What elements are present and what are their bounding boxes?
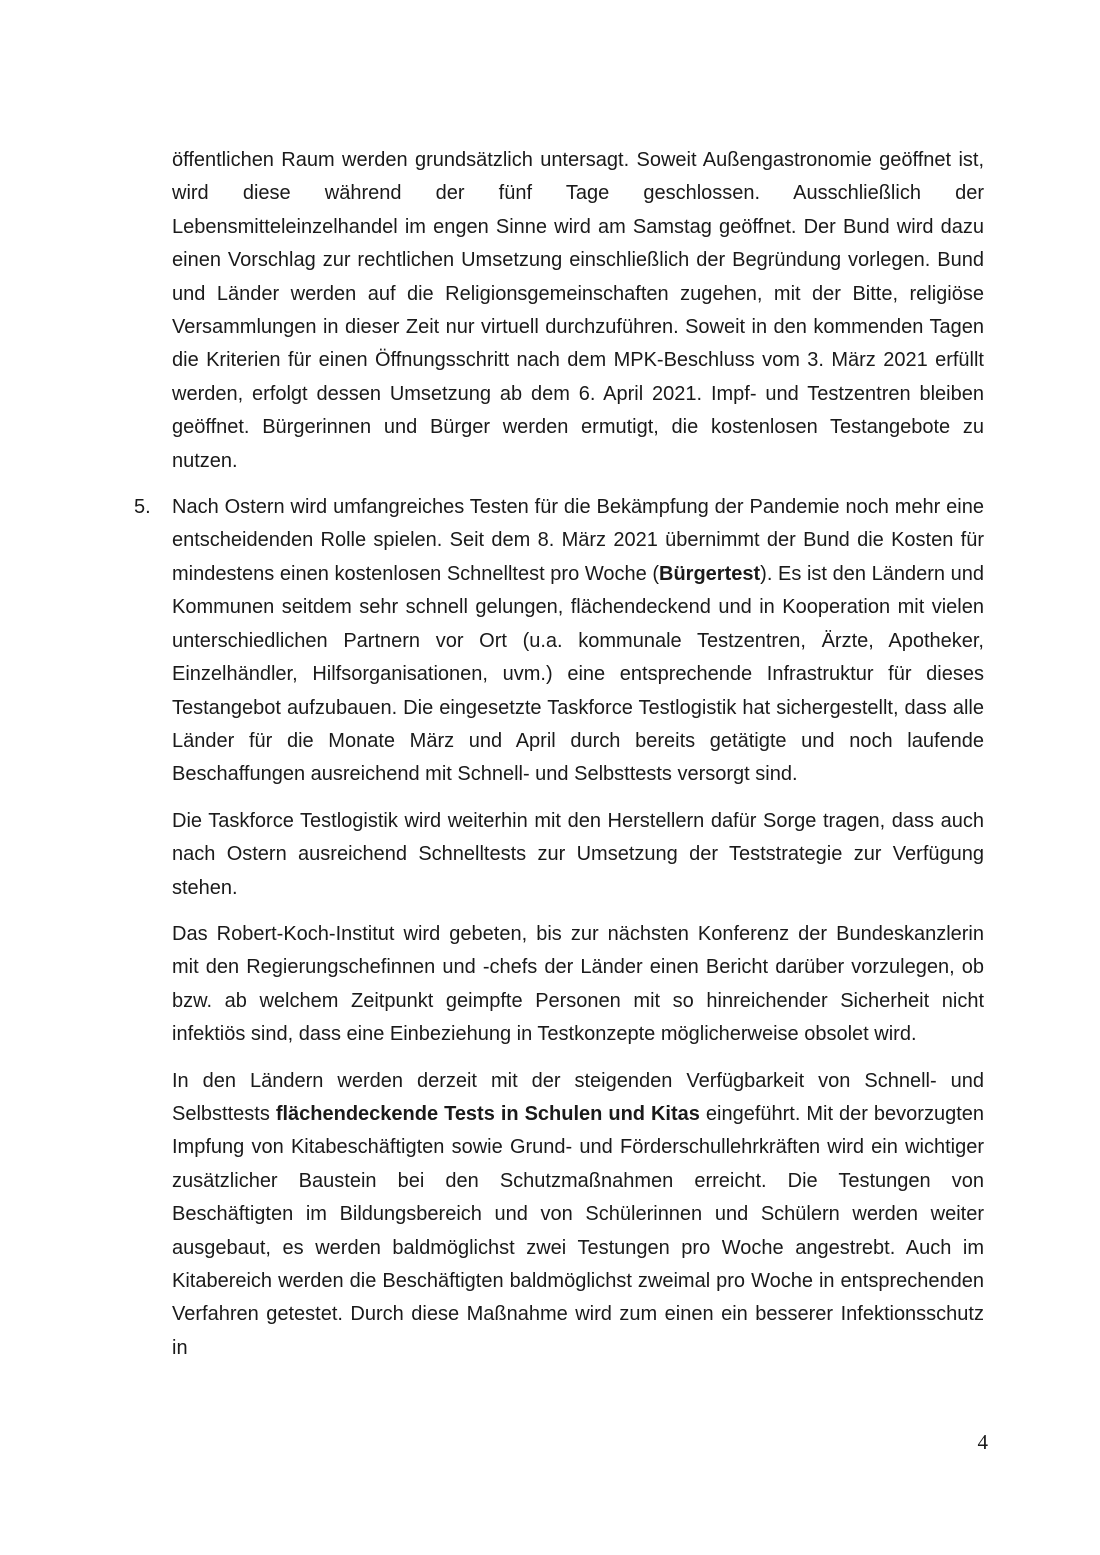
list-item-text bbox=[172, 491, 984, 792]
paragraph-schools-part-b: eingeführt. Mit der bevorzugten Impfung von Kitabeschäftigten sowie Grund- und Förderschullehrkräften wird ein wichtiger zusätzlicher Baustein bei den Schutzmaßnahmen erreicht. Die Testungen von Beschäftigten im Bildungsbereich und von Schülerinnen und Schülern werden weiter ausgebaut, es werden baldmöglichst zwei Testungen pro Woche angestrebt. Auch im Kitabereich werden die Beschäftigten baldmöglichst zweimal pro Woche in entsprechenden Verfahren getestet. Durch diese Maßnahme wird zum einen ein besserer Infektionsschutz in bbox=[172, 1102, 984, 1359]
page-number: 4 bbox=[977, 1430, 988, 1454]
list-item-text-part-b: ). Es ist den Ländern und Kommunen seitdem sehr schnell gelungen, flächendeckend und in Kooperation mit vielen unterschiedlichen Partnern vor Ort (u.a. kommunale Testzentren, Ärzte, Apotheker, Einzelhändler, Hilfsorganisationen, uvm.) eine entsprechende Infrastruktur für dieses Testangebot aufzubauen. Die eingesetzte Taskforce Testlogistik hat sichergestellt, dass alle Länder für die Monate März und April durch bereits getätigte und noch laufende Beschaffungen ausreichend mit Schnell- und Selbsttests versorgt sind. bbox=[172, 562, 984, 786]
schools-tests-emphasis: flächendeckende Tests in Schulen und Kitas bbox=[275, 1102, 700, 1125]
list-item-text-part-a: Nach Ostern wird umfangreiches Testen für die Bekämpfung der Pandemie noch mehr eine entscheidenden Rolle spielen. Seit dem 8. März 2021 übernimmt der Bund die Kosten für mindestens einen kostenlosen Schnelltest pro Woche ( bbox=[172, 496, 984, 585]
paragraph-rki: Das Robert-Koch-Institut wird gebeten, bis zur nächsten Konferenz der Bundeskanzlerin mit den Regierungschefinnen und -chefs der Länder einen Bericht darüber vorzulegen, ob bzw. ab welchem Zeitpunkt geimpfte Personen mit so hinreichender Sicherheit nicht infektiös sind, dass eine Einbeziehung in Testkonzepte möglicherweise obsolet wird. bbox=[172, 922, 984, 1046]
list-item-5 bbox=[134, 491, 984, 792]
buergertest-emphasis: Bürgertest bbox=[659, 562, 761, 585]
paragraph-schools bbox=[172, 1065, 984, 1366]
paragraph-schools-part-a: In den Ländern werden derzeit mit der steigenden Verfügbarkeit von Schnell- und Selbsttests bbox=[172, 1069, 984, 1125]
paragraph-taskforce: Die Taskforce Testlogistik wird weiterhin mit den Herstellern dafür Sorge tragen, dass auch nach Ostern ausreichend Schnelltests zur Umsetzung der Teststrategie zur Verfügung stehen. bbox=[172, 809, 984, 899]
document-body bbox=[134, 144, 984, 1378]
list-item-number: 5. bbox=[134, 496, 151, 519]
paragraph-continuation: öffentlichen Raum werden grundsätzlich untersagt. Soweit Außengastronomie geöffnet ist, wird diese während der fünf Tage geschlossen. Ausschließlich der Lebensmitteleinzelhandel im engen Sinne wird am Samstag geöffnet. Der Bund wird dazu einen Vorschlag zur rechtlichen Umsetzung einschließlich der Begründung vorlegen. Bund und Länder werden auf die Religionsgemeinschaften zugehen, mit der Bitte, religiöse Versammlungen in dieser Zeit nur virtuell durchzuführen. Soweit in den kommenden Tagen die Kriterien für einen Öffnungsschritt nach dem MPK-Beschluss vom 3. März 2021 erfüllt werden, erfolgt dessen Umsetzung ab dem 6. April 2021. Impf- und Testzentren bleiben geöffnet. Bürgerinnen und Bürger werden ermutigt, die kostenlosen Testangebote zu nutzen. bbox=[172, 149, 984, 472]
